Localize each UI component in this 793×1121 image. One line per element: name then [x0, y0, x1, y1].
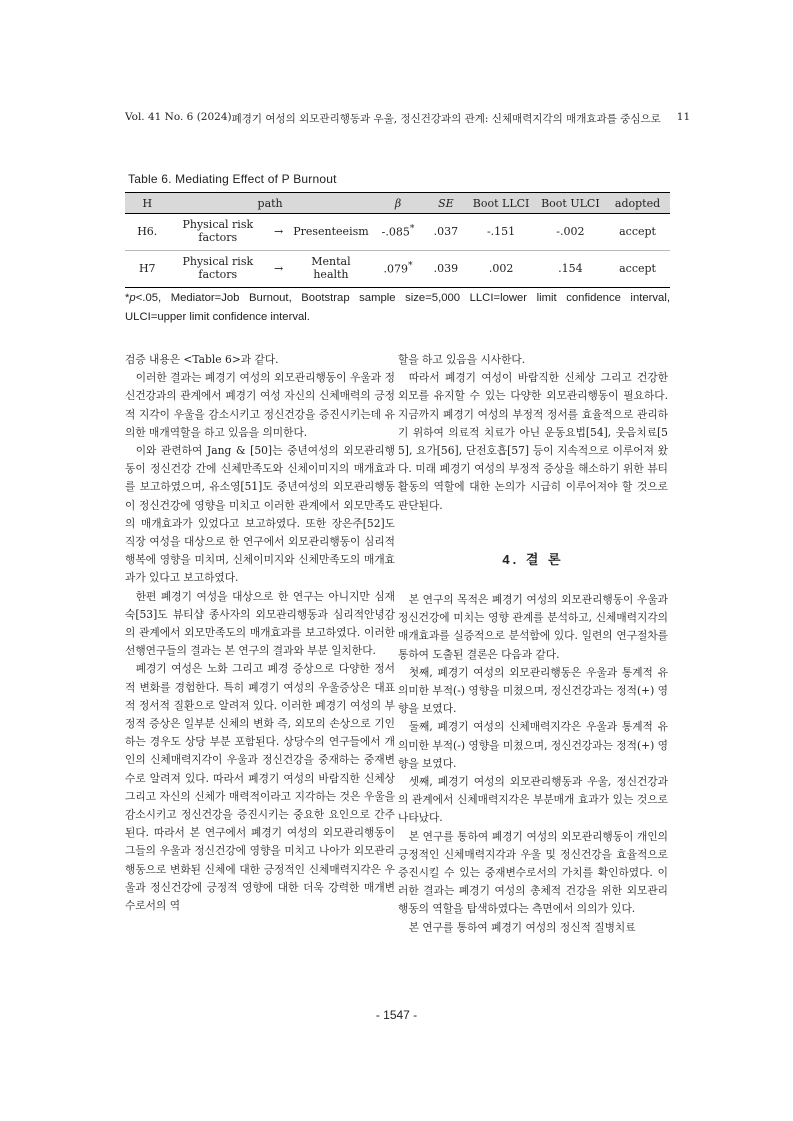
row-to: Presenteeism	[291, 214, 370, 251]
row-se: .037	[425, 214, 466, 251]
header-boot-ulci: Boot ULCI	[536, 193, 605, 214]
paragraph: 본 연구의 목적은 폐경기 여성의 외모관리행동이 우울과 정신건강에 미치는 영향 관계를 분석하고, 신체매력지각의 매개효과를 실증적으로 분석함에 있다. 일련의 연구절차를 통하여 도출된 결론은 다음과 같다.	[398, 593, 668, 661]
section-title: 4. 결 론	[502, 551, 564, 567]
paragraph: 할을 하고 있음을 시사한다.	[398, 353, 526, 366]
row-ulci: -.002	[536, 214, 605, 251]
journal-volume: Vol. 41 No. 6 (2024)	[125, 111, 232, 123]
right-column	[398, 351, 668, 937]
row-from: Physical risk factors	[170, 251, 267, 288]
running-header	[125, 111, 691, 126]
row-h: H7	[125, 251, 170, 288]
paragraph: 본 연구를 통하여 폐경기 여성의 정신적 질병치료	[408, 920, 636, 934]
table-row	[125, 214, 670, 251]
note-text: <.05, Mediator=Job Burnout, Bootstrap sample size=5,000 LLCI=lower limit confidence interval, ULCI=upper limit confidence interval.	[125, 292, 670, 323]
header-beta: β	[371, 193, 426, 214]
paragraph: 이러한 결과는 폐경기 여성의 외모관리행동이 우울과 정신건강과의 관계에서 폐경기 여성 자신의 신체매력의 긍정적 지각이 우울을 감소시키고 정신건강을 증진시키는데 유의한 매개역할을 하고 있음을 의미한다.	[125, 371, 395, 439]
table-row	[125, 251, 670, 288]
table-header-row	[125, 193, 670, 214]
note-p: p	[129, 292, 136, 304]
row-llci: -.151	[466, 214, 535, 251]
row-ulci: .154	[536, 251, 605, 288]
paragraph: 첫째, 폐경기 여성의 외모관리행동은 우울과 통계적 유의미한 부적(-) 영향을 미쳤으며, 정신건강과는 정적(+) 영향을 보였다.	[398, 665, 668, 716]
page-number: - 1547 -	[375, 1008, 418, 1022]
paragraph: 한편 폐경기 여성을 대상으로 한 연구는 아니지만 심재숙[53]도 뷰티샵 종사자의 외모관리행동과 심리적안녕감의 관계에서 외모만족도의 매개효과를 보고하였다. 이러한 선행연구들의 결과는 본 연구의 결과와 부분 일치한다.	[125, 589, 395, 658]
arrow-icon: →	[266, 214, 291, 251]
row-to: Mental health	[291, 251, 370, 288]
paragraph: 따라서 폐경기 여성이 바람직한 신체상 그리고 건강한 외모를 유지할 수 있는 다양한 외모관리행동이 필요하다. 지금까지 폐경기 여성의 부정적 정서를 효율적으로 관리하기 위하여 의료적 치료가 아닌 운동요법[54], 웃음치료[55], 요가[56], 단전호흡[57] 등이 지속적으로 이루어져 왔다. 미래 폐경기 여성의 부정적 증상을 해소하기 위한 뷰티 활동의 역할에 대한 논의가 시급히 이루어져야 할 것으로 판단된다.	[398, 371, 668, 512]
table-caption: Table 6. Mediating Effect of P Burnout	[128, 172, 337, 186]
paragraph: 둘째, 폐경기 여성의 신체매력지각은 우울과 통계적 유의미한 부적(-) 영향을 미쳤으며, 정신건강과는 정적(+) 영향을 보였다.	[398, 720, 668, 770]
row-h: H6.	[125, 214, 170, 251]
running-title: 폐경기 여성의 외모관리행동과 우울, 정신건강과의 관계: 신체매력지각의 매개효과를 중심으로	[231, 113, 661, 125]
header-page-number: 11	[676, 111, 691, 123]
row-from: Physical risk factors	[170, 214, 267, 251]
paragraph: 본 연구를 통하여 폐경기 여성의 외모관리행동이 개인의 긍정적인 신체매력지각과 우울 및 정신건강을 효율적으로 증진시킬 수 있는 중재변수로서의 가치를 확인하였다. 이러한 결과는 폐경기 여성의 총체적 건강을 위한 외모관리행동의 역할을 탐색하였다는 측면에서 의의가 있다.	[398, 829, 668, 916]
header-h: H	[125, 193, 170, 214]
table-note	[125, 289, 670, 327]
row-llci: .002	[466, 251, 535, 288]
row-beta: .079*	[371, 251, 426, 288]
header-boot-llci: Boot LLCI	[466, 193, 535, 214]
mediating-effect-table	[125, 192, 670, 288]
paragraph: 셋째, 폐경기 여성의 외모관리행동과 우울, 정신건강과의 관계에서 신체매력지각은 부분매개 효과가 있는 것으로 나타났다.	[398, 775, 668, 825]
header-se: SE	[425, 193, 466, 214]
note-mark: *	[125, 292, 130, 304]
row-adopted: accept	[605, 214, 670, 251]
left-column	[125, 351, 395, 915]
row-beta: -.085*	[371, 214, 426, 251]
paragraph: 검증 내용은 <Table 6>과 같다.	[125, 353, 279, 366]
row-se: .039	[425, 251, 466, 288]
header-path: path	[170, 193, 371, 214]
header-adopted: adopted	[605, 193, 670, 214]
sig-mark: *	[407, 260, 413, 272]
paragraph: 폐경기 여성은 노화 그리고 폐경 증상으로 다양한 정서적 변화를 경험한다. 특히 폐경기 여성의 우울증상은 대표적 정서적 질환으로 알려져 있다. 이러한 폐경기 여성의 부정적 증상은 일부분 신체의 변화 즉, 외모의 손상으로 기인하는 경우도 상당 부분 포함된다. 상당수의 연구들에서 개인의 신체매력지각이 우울과 정신건강을 중재하는 중재변수로 알려져 있다. 따라서 폐경기 여성의 바람직한 신체상 그리고 자신의 신체가 매력적이라고 지각하는 것은 우울을 감소시키고 정신건강을 증진시키는 중요한 요인으로 간주된다. 따라서 본 연구에서 폐경기 여성의 외모관리행동이 그들의 우울과 정신건강에 영향을 미치고 나아가 외모관리행동으로 변화된 신체에 대한 긍정적인 신체매력지각은 우울과 정신건강에 긍정적 영향에 대한 더욱 강력한 매개변수로서의 역	[125, 662, 395, 913]
sig-mark: *	[409, 223, 415, 235]
arrow-icon: →	[266, 251, 291, 288]
row-adopted: accept	[605, 251, 670, 288]
paragraph: 이와 관련하여 Jang & [50]는 중년여성의 외모관리행동이 정신건강 간에 신체만족도와 신체이미지의 매개효과를 보고하였으며, 유소영[51]도 중년여성의 외모관리행동이 정신건강에 영향을 미치고 이러한 관계에서 외모만족도의 매개효과가 있었다고 보고하였다. 또한 장은주[52]도 직장 여성을 대상으로 한 연구에서 외모관리행동이 심리적 행복에 영향을 미치며, 신체이미지와 신체만족도의 매개효과가 있다고 보고하였다.	[125, 444, 395, 585]
